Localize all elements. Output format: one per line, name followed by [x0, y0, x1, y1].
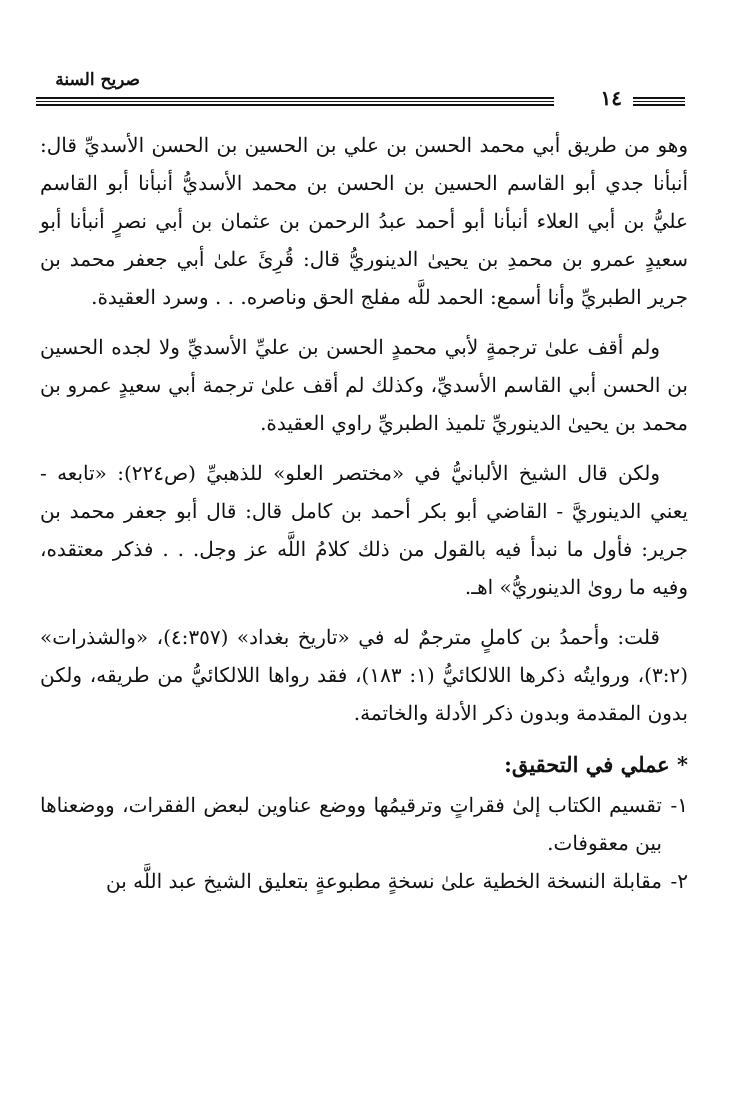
paragraph-ahmad-ibn-kamil: قلت: وأحمدُ بن كاملٍ مترجمٌ له في «تاريخ بغداد» (٤:٣٥٧)، «والشذرات» (٣:٢)، وروايتُه ذكرها اللالكائيُّ (١: ١٨٣)، فقد رواها اللالكائيُّ من طريقه، ولكن بدون المقدمة وبدون ذكر الأدلة والخاتمة. [40, 625, 688, 725]
header-rule [36, 97, 554, 99]
header-rule-short [633, 104, 685, 106]
page-number: ١٤ [600, 86, 622, 110]
header-rule [36, 101, 554, 102]
list-item-text: مقابلة النسخة الخطية علىٰ نسخةٍ مطبوعةٍ بتعليق الشيخ عبد اللَّه بن [106, 869, 662, 893]
list-item-number: ١- [670, 793, 688, 817]
paragraph-albani-quote: ولكن قال الشيخ الألبانيُّ في «مختصر العلو» للذهبيِّ (ص٢٢٤): «تابعه - يعني الدينوريَّ - القاضي أبو بكر أحمد بن كامل قال: قال أبو جعفر محمد بن جرير: فأول ما نبدأ فيه بالقول من ذلك كلامُ اللَّه عز وجل. . . فذكر معتقده، وفيه ما روىٰ الدينوريُّ» اهـ. [40, 461, 688, 599]
list-item [40, 862, 688, 900]
header-rule-short [633, 101, 685, 102]
page-header [0, 0, 732, 118]
header-rule-short [633, 97, 685, 99]
paragraph-no-biography: ولم أقف علىٰ ترجمةٍ لأبي محمدٍ الحسن بن عليِّ الأسديِّ ولا لجده الحسين بن الحسن أبي القاسم الأسديِّ، وكذلك لم أقف علىٰ ترجمة أبي سعيدٍ عمرو بن محمد بن يحيىٰ الدينوريِّ تلميذ الطبريِّ راوي العقيدة. [40, 335, 688, 435]
section-heading: * عملي في التحقيق: [504, 752, 688, 777]
list-item-text: تقسيم الكتاب إلىٰ فقراتٍ وترقيمُها ووضع عناوين لبعض الفقرات، ووضعناها بين معقوفات. [40, 793, 662, 855]
header-rule [36, 104, 554, 106]
list-item-number: ٢- [670, 869, 688, 893]
page-body [40, 126, 688, 900]
paragraph-isnad: وهو من طريق أبي محمد الحسن بن علي بن الحسين بن الحسن الأسديِّ قال: أنبأنا جدي أبو القاسم الحسين بن الحسن بن محمد الأسديُّ أنبأنا أبو القاسم عليُّ بن أبي العلاء أنبأنا أبو أحمد عبدُ الرحمن بن عثمان بن أبي نصرٍ أنبأنا أبو سعيدٍ عمرو بن محمدِ بن يحيىٰ الدينوريُّ قال: قُرِئَ علىٰ أبي جعفر محمد بن جرير الطبريِّ وأنا أسمع: الحمد للَّه مفلج الحق وناصره. . . وسرد العقيدة. [40, 133, 688, 309]
list-item [40, 786, 688, 862]
running-title: صريح السنة [55, 70, 140, 90]
